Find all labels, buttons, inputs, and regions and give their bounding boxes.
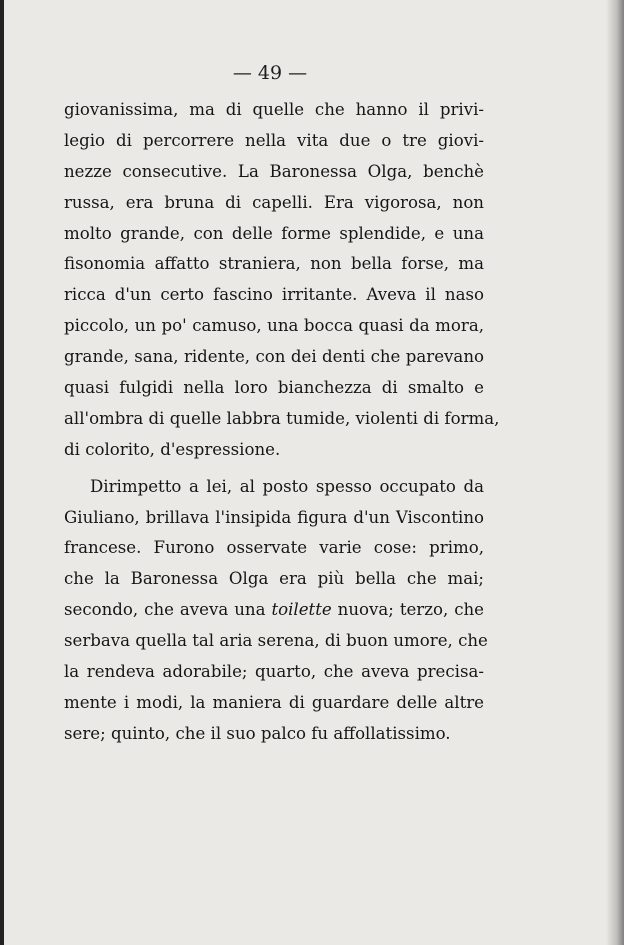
- text-line: francese. Furono osservate varie cose: primo,: [64, 538, 484, 558]
- text-line: legio di percorrere nella vita due o tre giovi-: [64, 130, 484, 150]
- text-line: piccolo, un po' camuso, una bocca quasi da mora,: [64, 316, 484, 336]
- text-line: Dirimpetto a lei, al posto spesso occupato da: [90, 476, 484, 496]
- text-line: ricca d'un certo fascino irritante. Aveva il naso: [64, 285, 484, 305]
- text-line: di colorito, d'espressione.: [64, 439, 281, 459]
- text-line: all'ombra di quelle labbra tumide, violenti di forma,: [64, 408, 500, 428]
- body-text: [64, 95, 500, 750]
- text-line: grande, sana, ridente, con dei denti che parevano: [64, 347, 484, 367]
- text-line: mente i modi, la maniera di guardare delle altre: [64, 692, 484, 712]
- text-line: russa, era bruna di capelli. Era vigorosa, non: [64, 192, 484, 212]
- page-number: — 49 —: [232, 62, 308, 84]
- text-line: nezze consecutive. La Baronessa Olga, benchè: [64, 161, 484, 181]
- italic-word: toilette: [271, 600, 332, 620]
- text-line: giovanissima, ma di quelle che hanno il privi-: [64, 100, 484, 119]
- text-line: che la Baronessa Olga era più bella che mai;: [64, 569, 484, 589]
- paragraph: [64, 472, 488, 750]
- page-binding-edge: [0, 0, 4, 945]
- page-edge-shadow: [606, 0, 624, 945]
- paragraph: [64, 95, 500, 466]
- text-line: sere; quinto, che il suo palco fu affollatissimo.: [64, 723, 451, 743]
- text-line: secondo, che aveva una toilette nuova; terzo, che: [64, 600, 484, 620]
- text-line: Giuliano, brillava l'insipida figura d'un Viscontino: [64, 507, 484, 527]
- text-line: serbava quella tal aria serena, di buon umore, che: [64, 631, 488, 651]
- text-line: la rendeva adorabile; quarto, che aveva precisa-: [64, 662, 484, 682]
- text-line: molto grande, con delle forme splendide, e una: [64, 223, 484, 243]
- text-line: fisonomia affatto straniera, non bella forse, ma: [64, 254, 484, 274]
- text-line: quasi fulgidi nella loro bianchezza di smalto e: [64, 378, 484, 398]
